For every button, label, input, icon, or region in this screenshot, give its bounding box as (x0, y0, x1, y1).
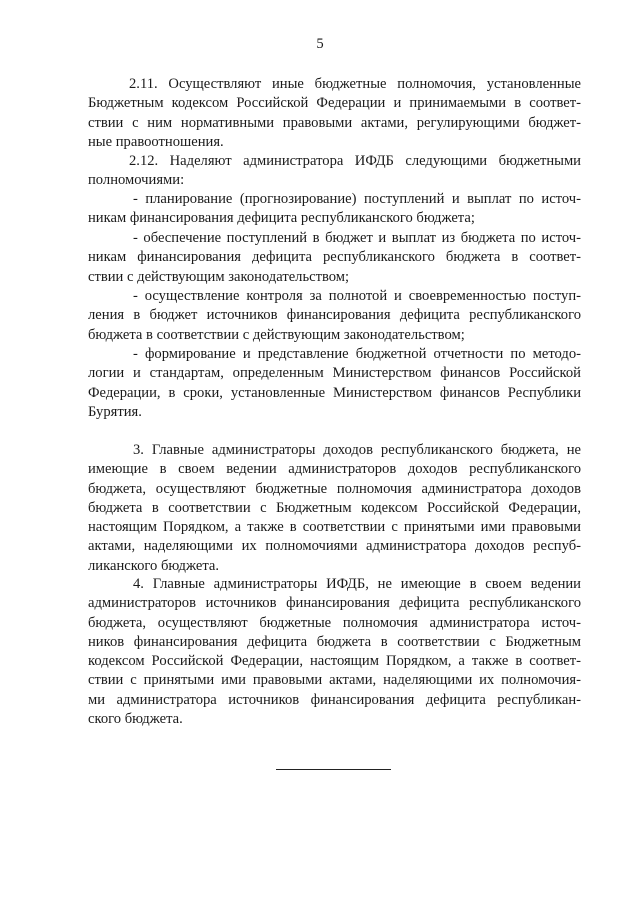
text-line: ления в бюджет источников финансирования дефицита республиканского (88, 307, 581, 324)
text-line: ликанского бюджета. (88, 557, 220, 574)
text-line: Федерации, в сроки, установленные Министерством финансов Республики (88, 384, 581, 401)
page-number: 5 (316, 36, 324, 52)
text-line: ствии с принятыми ими правовыми актами, наделяющими их полномочия- (88, 672, 581, 689)
text-line: ствии с действующим законодательством; (88, 268, 350, 285)
text-line: ные правоотношения. (88, 133, 224, 150)
text-line: кодексом Российской Федерации, настоящим Порядком, а также в соответ- (88, 653, 581, 670)
text-line: - планирование (прогнозирование) поступлений и выплат по источ- (133, 191, 581, 207)
text-line: - осуществление контроля за полнотой и своевременностью поступ- (133, 288, 581, 304)
paragraph-3 (88, 441, 581, 576)
list-item-control (88, 287, 581, 345)
text-line: 2.12. Наделяют администратора ИФДБ следующими бюджетными (129, 153, 581, 169)
text-line: - обеспечение поступлений в бюджет и выплат из бюджета по источ- (133, 230, 581, 246)
text-line: ников финансирования дефицита бюджета в соответствии с Бюджетным (88, 633, 581, 650)
paragraph-2-12 (88, 152, 581, 191)
text-line: настоящим Порядком, а также в соответствии с принятыми ими правовыми (88, 519, 581, 536)
text-line: никам финансирования дефицита республиканского бюджета в соответ- (88, 249, 581, 266)
end-divider (276, 769, 391, 770)
text-line: логии и стандартам, определенным Министерством финансов Российской (88, 365, 581, 382)
list-item-planning (88, 190, 581, 229)
list-item-provision (88, 229, 581, 287)
text-line: бюджета в соответствии с Бюджетным кодексом Российской Федерации, (88, 499, 581, 516)
text-line: ствии с ним нормативными правовыми актами, регулирующими бюджет- (88, 114, 581, 131)
text-line: Бюджетным кодексом Российской Федерации и принимаемыми в соответ- (88, 95, 581, 112)
text-line: ми администратора источников финансирования дефицита республикан- (88, 691, 581, 708)
text-line: бюджета, осуществляют бюджетные полномочия администратора доходов (88, 480, 581, 497)
text-line: бюджета, осуществляют бюджетные полномочия администратора источ- (88, 614, 581, 631)
text-line: ского бюджета. (88, 711, 183, 728)
text-line: имеющие в своем ведении администраторов доходов республиканского (88, 461, 581, 478)
text-line: 3. Главные администраторы доходов республиканского бюджета, не (133, 442, 581, 458)
text-line: никам финансирования дефицита республиканского бюджета; (88, 210, 475, 227)
paragraph-2-11 (88, 75, 581, 152)
text-line: 4. Главные администраторы ИФДБ, не имеющие в своем ведении (133, 576, 581, 592)
text-line: полномочиями: (88, 172, 185, 189)
text-line: бюджета в соответствии с действующим законодательством; (88, 326, 465, 343)
list-item-reporting (88, 345, 581, 422)
paragraph-4 (88, 575, 581, 729)
text-line: 2.11. Осуществляют иные бюджетные полномочия, установленные (129, 76, 581, 92)
text-line: актами, наделяющими их полномочиями администратора доходов респуб- (88, 538, 581, 555)
text-line: Бурятия. (88, 403, 142, 420)
text-line: - формирование и представление бюджетной отчетности по методо- (133, 346, 581, 362)
text-line: администраторов источников финансирования дефицита республиканского (88, 595, 581, 612)
